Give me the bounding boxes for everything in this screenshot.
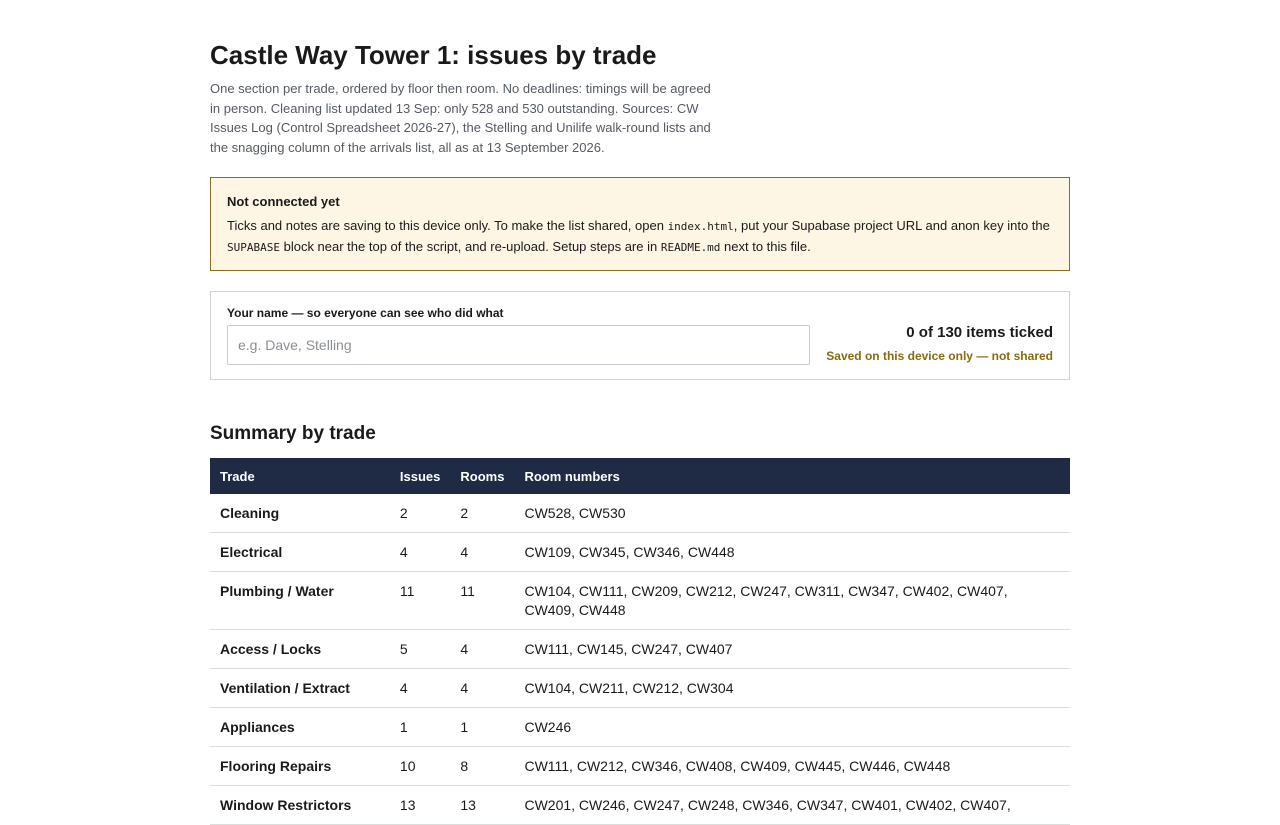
trade-cell: Cleaning [210,494,390,533]
notice-code-supabase: SUPABASE [227,241,280,254]
room-numbers-cell: CW111, CW212, CW346, CW408, CW409, CW445, CW446, CW448 [514,747,1070,786]
trade-cell: Appliances [210,708,390,747]
page-title: Castle Way Tower 1: issues by trade [210,40,657,70]
column-header-rooms: Rooms [450,458,514,494]
rooms-cell: 1 [450,708,514,747]
notice-text: next to this file. [720,239,811,254]
name-label: Your name — so everyone can see who did what [227,306,504,320]
issues-cell: 1 [390,708,450,747]
room-numbers-cell: CW109, CW345, CW346, CW448 [514,533,1070,572]
summary-table [210,458,1070,825]
issues-cell: 11 [390,572,450,630]
column-header-room-numbers: Room numbers [514,458,1070,494]
rooms-cell: 2 [450,494,514,533]
table-header-row [210,458,1070,494]
issues-cell: 5 [390,630,450,669]
column-header-trade: Trade [210,458,390,494]
rooms-cell: 4 [450,630,514,669]
issues-cell: 10 [390,747,450,786]
room-numbers-cell: CW104, CW211, CW212, CW304 [514,669,1070,708]
notice-code-readme: README.md [660,241,721,254]
table-row [210,786,1070,825]
table-row [210,708,1070,747]
page-intro: One section per trade, ordered by floor then room. No deadlines: timings will be agreed in person. Cleaning list updated 13 Sep: only 528 and 530 outstanding. Sources: CW Issues Log (Control Spreadsheet 2026-27), the Stelling and Unilife walk-round lists and the snagging column of the arrivals list, all as at 13 September 2026. [210,81,711,155]
notice-text: block near the top of the script, and re-upload. Setup steps are in [279,239,661,254]
table-row [210,572,1070,630]
connection-notice [210,177,1070,271]
sync-status: Saved on this device only — not shared [826,349,1053,363]
table-row [210,533,1070,572]
room-numbers-cell: CW111, CW145, CW247, CW407 [514,630,1070,669]
table-row [210,630,1070,669]
column-header-issues: Issues [390,458,450,494]
trade-cell: Electrical [210,533,390,572]
notice-text: , put your Supabase project URL and anon key into the [733,218,1050,233]
notice-code-index: index.html [667,220,734,233]
name-panel [210,291,1070,380]
name-input[interactable] [227,325,810,365]
table-row [210,747,1070,786]
rooms-cell: 4 [450,669,514,708]
trade-cell: Access / Locks [210,630,390,669]
rooms-cell: 4 [450,533,514,572]
room-numbers-cell: CW528, CW530 [514,494,1070,533]
issues-cell: 13 [390,786,450,825]
room-numbers-cell: CW201, CW246, CW247, CW248, CW346, CW347, CW401, CW402, CW407, [514,786,1070,825]
trade-cell: Window Restrictors [210,786,390,825]
trade-cell: Ventilation / Extract [210,669,390,708]
trade-cell: Plumbing / Water [210,572,390,630]
rooms-cell: 8 [450,747,514,786]
notice-text: Ticks and notes are saving to this device only. To make the list shared, open [227,218,668,233]
summary-heading: Summary by trade [210,423,376,444]
rooms-cell: 11 [450,572,514,630]
notice-title: Not connected yet [227,194,340,209]
rooms-cell: 13 [450,786,514,825]
notice-body [227,216,1053,258]
room-numbers-cell: CW246 [514,708,1070,747]
trade-cell: Flooring Repairs [210,747,390,786]
room-numbers-cell: CW104, CW111, CW209, CW212, CW247, CW311, CW347, CW402, CW407, CW409, CW448 [514,572,1070,630]
table-row [210,669,1070,708]
issues-cell: 4 [390,533,450,572]
issues-cell: 2 [390,494,450,533]
table-row [210,494,1070,533]
ticked-counter: 0 of 130 items ticked [906,324,1053,341]
issues-cell: 4 [390,669,450,708]
